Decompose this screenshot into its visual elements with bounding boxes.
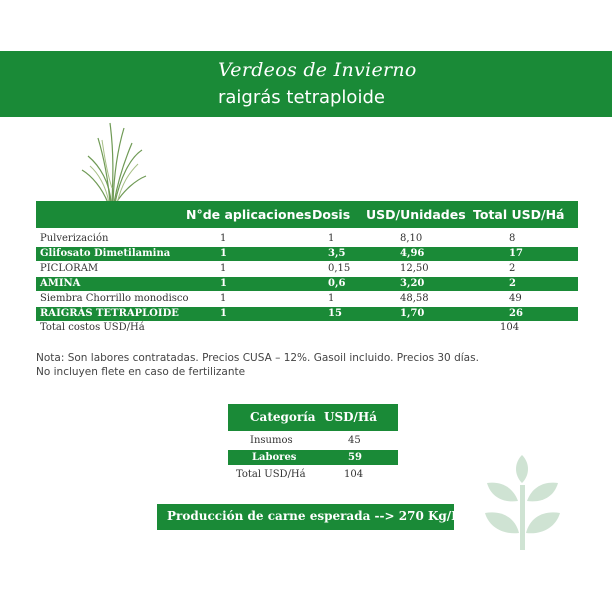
col-dosis: Dosis [312, 207, 351, 222]
table-row: Pulverización 1 1 8,10 8 [40, 233, 516, 244]
table-row: Siembra Chorrillo monodisco 1 1 48,58 49 [40, 293, 522, 304]
table-row: AMINA 1 0,6 3,20 2 [36, 277, 578, 291]
col-total: Total USD/Há [473, 207, 565, 222]
summary-row: Labores 59 [228, 450, 398, 465]
col-usd-unidades: USD/Unidades [366, 207, 466, 222]
summary-table-header: Categoría USD/Há [228, 404, 398, 431]
grass-illustration-icon [80, 118, 150, 203]
production-banner: Producción de carne esperada --> 270 Kg/Há [157, 504, 454, 530]
table-row: RAIGRÁS TETRAPLOIDE 1 15 1,70 26 [36, 307, 578, 321]
costs-table-header [36, 201, 578, 228]
col-aplicaciones: N°de aplicaciones [186, 207, 312, 222]
summary-total-row: Total USD/Há 104 [236, 469, 364, 480]
summary-row: Insumos 45 [250, 435, 361, 446]
banner-subtitle: raigrás tetraploide [218, 87, 385, 108]
banner-title: Verdeos de Invierno [218, 59, 417, 81]
table-row: PICLORAM 1 0,15 12,50 2 [40, 263, 516, 274]
leaf-logo-icon [485, 455, 560, 550]
table-total-row: Total costos USD/Há 104 [40, 322, 520, 333]
table-row: Glifosato Dimetilamina 1 3,5 4,96 17 [36, 247, 578, 261]
note-text: Nota: Son labores contratadas. Precios CUSA – 12%. Gasoil incluido. Precios 30 días. No incluyen flete en caso de fertilizante [36, 352, 479, 378]
header-banner [0, 51, 612, 117]
